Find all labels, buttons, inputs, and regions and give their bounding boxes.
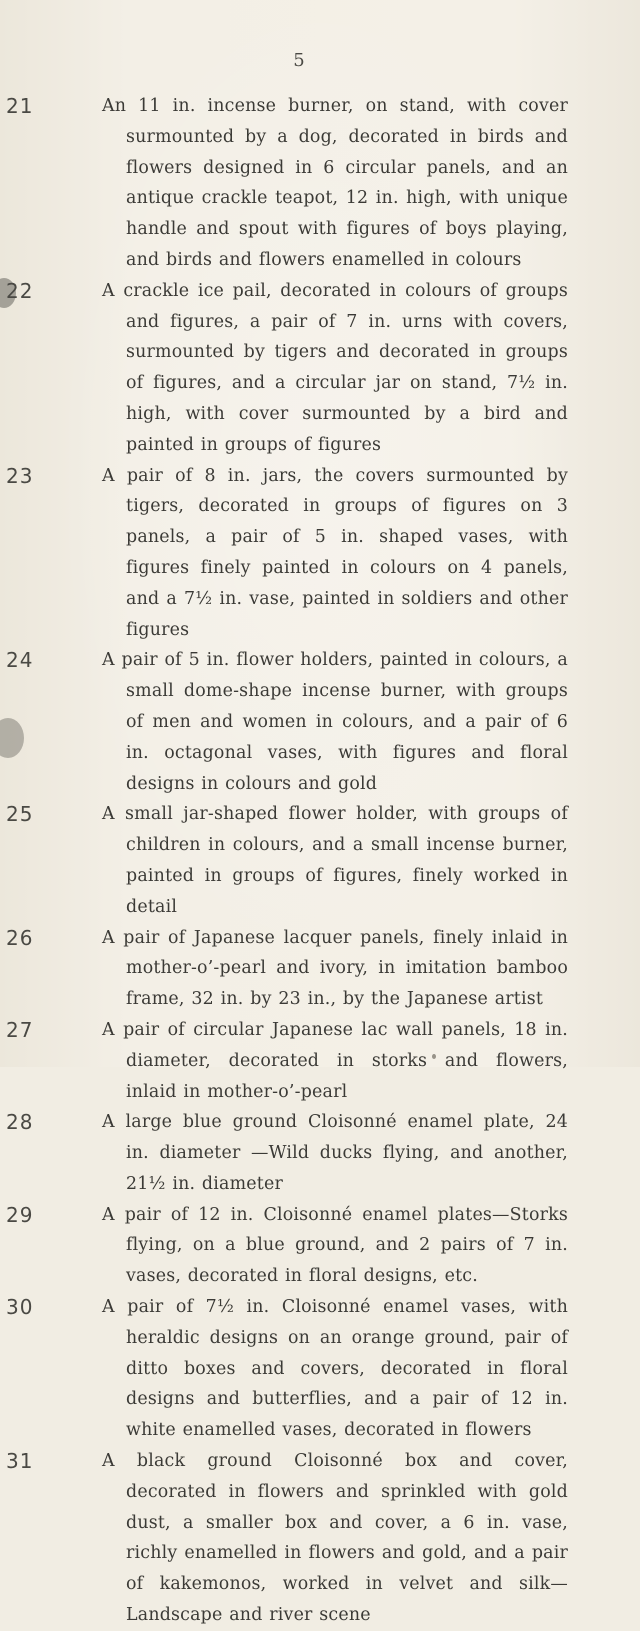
lot-number: 29: [6, 1202, 34, 1227]
lot-number: 24: [6, 648, 34, 673]
lot-description: A pair of 8 in. jars, the covers surmounted by tigers, decorated in groups of figures on 3 panels, a pair of 5 in. shaped vases, with figures finely painted in colours on 4 panels, and a 7½ in. vase, painted in soldiers and other figures: [102, 465, 568, 640]
lot-description: A pair of 12 in. Cloisonné enamel plates—Storks flying, on a blue ground, and 2 pairs of 7 in. vases, decorated in floral designs, etc.: [102, 1204, 568, 1287]
lot-number: 22: [6, 278, 34, 303]
lot-entry: [6, 923, 568, 1015]
lot-entry: [6, 1446, 568, 1631]
lot-number: 30: [6, 1295, 34, 1320]
lot-description: A pair of Japanese lacquer panels, finely inlaid in mother-o’-pearl and ivory, in imitation bamboo frame, 32 in. by 23 in., by the Japanese artist: [102, 927, 568, 1010]
lot-number: 23: [6, 463, 34, 488]
lot-entry: [6, 461, 568, 646]
lot-description: An 11 in. incense burner, on stand, with cover surmounted by a dog, decorated in birds and flowers designed in 6 circular panels, and an antique crackle teapot, 12 in. high, with unique handle and spout with figures of boys playing, and birds and flowers enamelled in colours: [102, 96, 568, 270]
lot-description: A pair of 5 in. flower holders, painted in colours, a small dome-shape incense burner, with groups of men and women in colours, and a pair of 6 in. octagonal vases, with figures and floral designs in colours and gold: [102, 650, 568, 794]
lot-description: A large blue ground Cloisonné enamel plate, 24 in. diameter —Wild ducks flying, and another, 21½ in. diameter: [102, 1112, 568, 1194]
lot-entry: [6, 1292, 568, 1446]
lot-list: [0, 91, 640, 1631]
lot-number: 27: [6, 1017, 34, 1042]
lot-number: 21: [6, 94, 34, 118]
lot-entry: [6, 1015, 568, 1107]
lot-description: A small jar-shaped flower holder, with groups of children in colours, and a small incense burner, painted in groups of figures, finely worked in detail: [102, 804, 568, 917]
lot-number: 31: [6, 1449, 34, 1474]
lot-description: A black ground Cloisonné box and cover, decorated in flowers and sprinkled with gold dust, a smaller box and cover, a 6 in. vase, richly enamelled in flowers and gold, and a pair of kakemonos, worked in velvet and silk—Landscape and river scene: [102, 1451, 568, 1626]
lot-number: 26: [6, 925, 34, 950]
lot-entry: [6, 91, 568, 276]
lot-number: 28: [6, 1110, 34, 1135]
lot-entry: [6, 799, 568, 922]
lot-entry: [6, 645, 568, 799]
lot-entry: [6, 276, 568, 461]
lot-number: 25: [6, 802, 34, 827]
page-number: 5: [293, 50, 305, 71]
lot-description: A pair of circular Japanese lac wall panels, 18 in. diameter, decorated in storks and flowers, inlaid in mother-o’-pearl: [102, 1019, 568, 1102]
lot-entry: [6, 1107, 568, 1199]
lot-entry: [6, 1200, 568, 1292]
lot-description: A pair of 7½ in. Cloisonné enamel vases, with heraldic designs on an orange ground, pair of ditto boxes and covers, decorated in floral designs and butterflies, and a pair of 12 in. white enamelled vases, decorated in flowers: [102, 1297, 568, 1441]
lot-description: A crackle ice pail, decorated in colours of groups and figures, a pair of 7 in. urns with covers, surmounted by tigers and decorated in groups of figures, and a circular jar on stand, 7½ in. high, with cover surmounted by a bird and painted in groups of figures: [102, 280, 568, 455]
